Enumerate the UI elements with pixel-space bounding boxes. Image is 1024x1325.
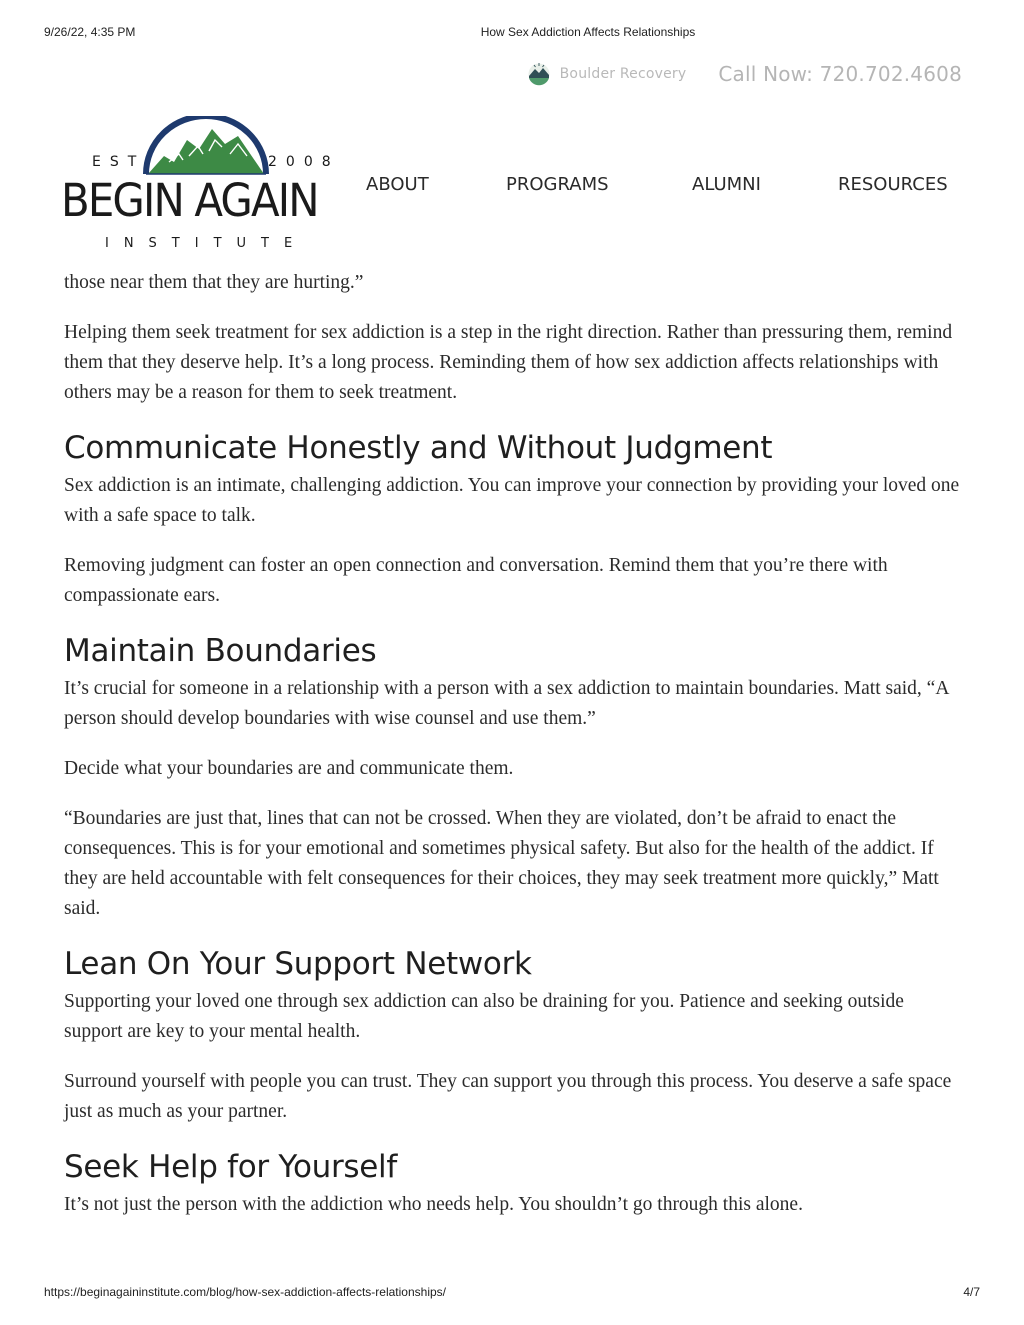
- print-page-number: 4/7: [963, 1285, 980, 1299]
- logo-est: EST: [92, 154, 146, 170]
- paragraph-boundaries-1: It’s crucial for someone in a relationship with a person with a sex addiction to maintain boundaries. Matt said, “A person should develop boundaries with wise counsel and use them.”: [64, 678, 949, 729]
- logo-wordmark: BEGIN AGAIN: [61, 174, 318, 227]
- paragraph-helping: Helping them seek treatment for sex addiction is a step in the right direction. Rather than pressuring them, remind them that they deserve help. It’s a long process. Reminding them of how sex addiction affects relationships with others may be a reason for them to seek treatment.: [64, 322, 953, 403]
- paragraph-support-2: Surround yourself with people you can trust. They can support you through this process. You deserve a safe space just as much as your partner.: [64, 1071, 952, 1122]
- paragraph-communicate-1: Sex addiction is an intimate, challenging addiction. You can improve your connection by providing your loved one with a safe space to talk.: [64, 475, 960, 526]
- boulder-recovery-link[interactable]: Boulder Recovery: [559, 66, 687, 82]
- paragraph-boundaries-2: Decide what your boundaries are and communicate them.: [64, 758, 514, 779]
- call-now-link[interactable]: Call Now: 720.702.4608: [718, 62, 962, 86]
- heading-boundaries: Maintain Boundaries: [64, 633, 377, 669]
- print-footer: [0, 1285, 1024, 1301]
- print-url: https://beginagaininstitute.com/blog/how-sex-addiction-affects-relationships/: [44, 1285, 446, 1299]
- main-nav: [0, 174, 1024, 200]
- heading-communicate: Communicate Honestly and Without Judgment: [64, 430, 773, 466]
- heading-support-network: Lean On Your Support Network: [64, 946, 532, 982]
- nav-item-resources[interactable]: RESOURCES: [838, 174, 948, 195]
- print-page-title: How Sex Addiction Affects Relationships: [480, 25, 696, 39]
- logo-year: 2008: [268, 154, 340, 170]
- nav-item-about[interactable]: ABOUT: [366, 174, 429, 195]
- paragraph-intro-tail: those near them that they are hurting.”: [64, 272, 364, 293]
- article-body: [64, 268, 964, 1220]
- paragraph-boundaries-3: “Boundaries are just that, lines that can not be crossed. When they are violated, don’t be afraid to enact the consequences. This is for your emotional and sometimes physical safety. But also for the health of the addict. If they are held accountable with felt consequences for their choices, they may seek treatment more quickly,” Matt said.: [64, 808, 939, 919]
- print-header: [0, 25, 1024, 41]
- logo-tagline: INSTITUTE: [105, 236, 308, 251]
- print-datetime: 9/26/22, 4:35 PM: [44, 25, 136, 39]
- nav-item-programs[interactable]: PROGRAMS: [506, 174, 609, 195]
- boulder-recovery-logo-icon[interactable]: [528, 60, 550, 88]
- paragraph-support-1: Supporting your loved one through sex addiction can also be draining for you. Patience and seeking outside support are key to your mental health.: [64, 991, 904, 1042]
- heading-seek-help: Seek Help for Yourself: [64, 1149, 397, 1185]
- paragraph-communicate-2: Removing judgment can foster an open connection and conversation. Remind them that you’re there with compassionate ears.: [64, 555, 888, 606]
- nav-item-alumni[interactable]: ALUMNI: [692, 174, 761, 195]
- top-bar: [528, 58, 962, 90]
- paragraph-seek-help-1: It’s not just the person with the addiction who needs help. You shouldn’t go through this alone.: [64, 1194, 803, 1215]
